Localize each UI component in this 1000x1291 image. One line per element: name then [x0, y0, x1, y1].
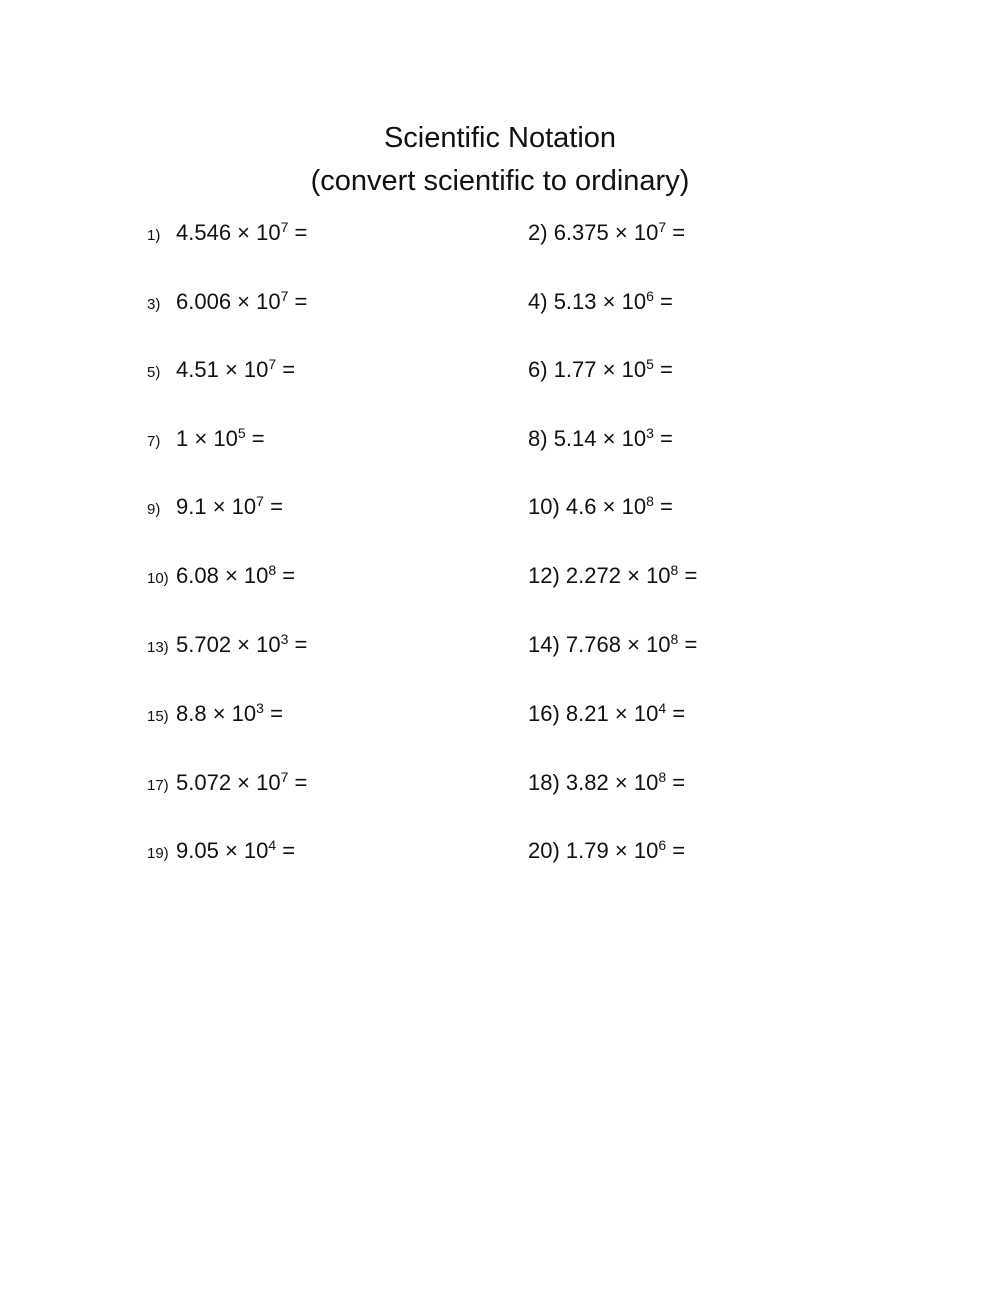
problem-number: 15) — [147, 708, 169, 725]
problem-number: 5) — [147, 364, 161, 381]
problem-1 — [147, 216, 307, 250]
problem-number: 10) — [147, 570, 169, 587]
problem-10 — [528, 490, 673, 524]
problem-17 — [147, 766, 307, 800]
problem-number: 4) — [528, 289, 548, 314]
problem-18 — [528, 766, 685, 800]
problem-19 — [147, 834, 295, 868]
problem-12 — [528, 559, 697, 593]
problem-number: 9) — [147, 501, 161, 518]
problem-number: 19) — [147, 845, 169, 862]
problem-expression: $8.8 \times 10^3$ = — [176, 700, 283, 726]
problem-20 — [528, 834, 685, 868]
problem-expression: $6.006 \times 10^7$ = — [176, 288, 308, 314]
problem-8 — [528, 422, 673, 456]
problem-number: 8) — [528, 426, 548, 451]
problem-3 — [147, 285, 307, 319]
problem-expression: $1 \times 10^5$ = — [176, 425, 265, 451]
problem-6 — [528, 353, 673, 387]
problem-expression: $9.1 \times 10^7$ = — [176, 493, 283, 519]
problem-number: 1) — [147, 227, 161, 244]
problem-number: 6) — [528, 357, 548, 382]
problem-15 — [147, 697, 283, 731]
problem-9 — [147, 490, 283, 524]
problem-number: 7) — [147, 433, 161, 450]
problem-4 — [528, 285, 673, 319]
problem-5 — [147, 353, 295, 387]
problem-number: 2) — [528, 220, 548, 245]
problem-2 — [528, 216, 685, 250]
problem-expression: 6) $1.77 \times 10^5$ = — [528, 356, 673, 382]
page-title: Scientific Notation — [383, 122, 617, 154]
problem-expression: $4.51 \times 10^7$ = — [176, 356, 296, 382]
problem-expression: 2) $6.375 \times 10^7$ = — [528, 219, 686, 245]
problem-expression: 18) $3.82 \times 10^8$ = — [528, 769, 686, 795]
problem-expression: 16) $8.21 \times 10^4$ = — [528, 700, 686, 726]
problem-number: 14) — [528, 632, 560, 657]
problem-number: 20) — [528, 838, 560, 863]
problem-13 — [147, 628, 307, 662]
problem-expression: 14) $7.768 \times 10^8$ = — [528, 631, 698, 657]
problem-7 — [147, 422, 265, 456]
problem-number: 3) — [147, 296, 161, 313]
page-subtitle: (convert scientific to ordinary) — [310, 165, 690, 197]
problem-number: 12) — [528, 563, 560, 588]
problem-expression: $4.546 \times 10^7$ = — [176, 219, 308, 245]
problem-number: 10) — [528, 494, 560, 519]
problem-number: 18) — [528, 770, 560, 795]
problem-expression: $5.072 \times 10^7$ = — [176, 769, 308, 795]
problem-expression: 10) $4.6 \times 10^8$ = — [528, 493, 673, 519]
problem-number: 13) — [147, 639, 169, 656]
problem-14 — [528, 628, 697, 662]
problem-number: 16) — [528, 701, 560, 726]
problem-expression: 8) $5.14 \times 10^3$ = — [528, 425, 673, 451]
problem-expression: $5.702 \times 10^3$ = — [176, 631, 308, 657]
problem-expression: 12) $2.272 \times 10^8$ = — [528, 562, 698, 588]
problem-16 — [528, 697, 685, 731]
problem-expression: $6.08 \times 10^8$ = — [176, 562, 296, 588]
problem-expression: 4) $5.13 \times 10^6$ = — [528, 288, 673, 314]
problem-11 — [147, 559, 295, 593]
problem-number: 17) — [147, 777, 169, 794]
problem-expression: $9.05 \times 10^4$ = — [176, 837, 296, 863]
problem-expression: 20) $1.79 \times 10^6$ = — [528, 837, 686, 863]
